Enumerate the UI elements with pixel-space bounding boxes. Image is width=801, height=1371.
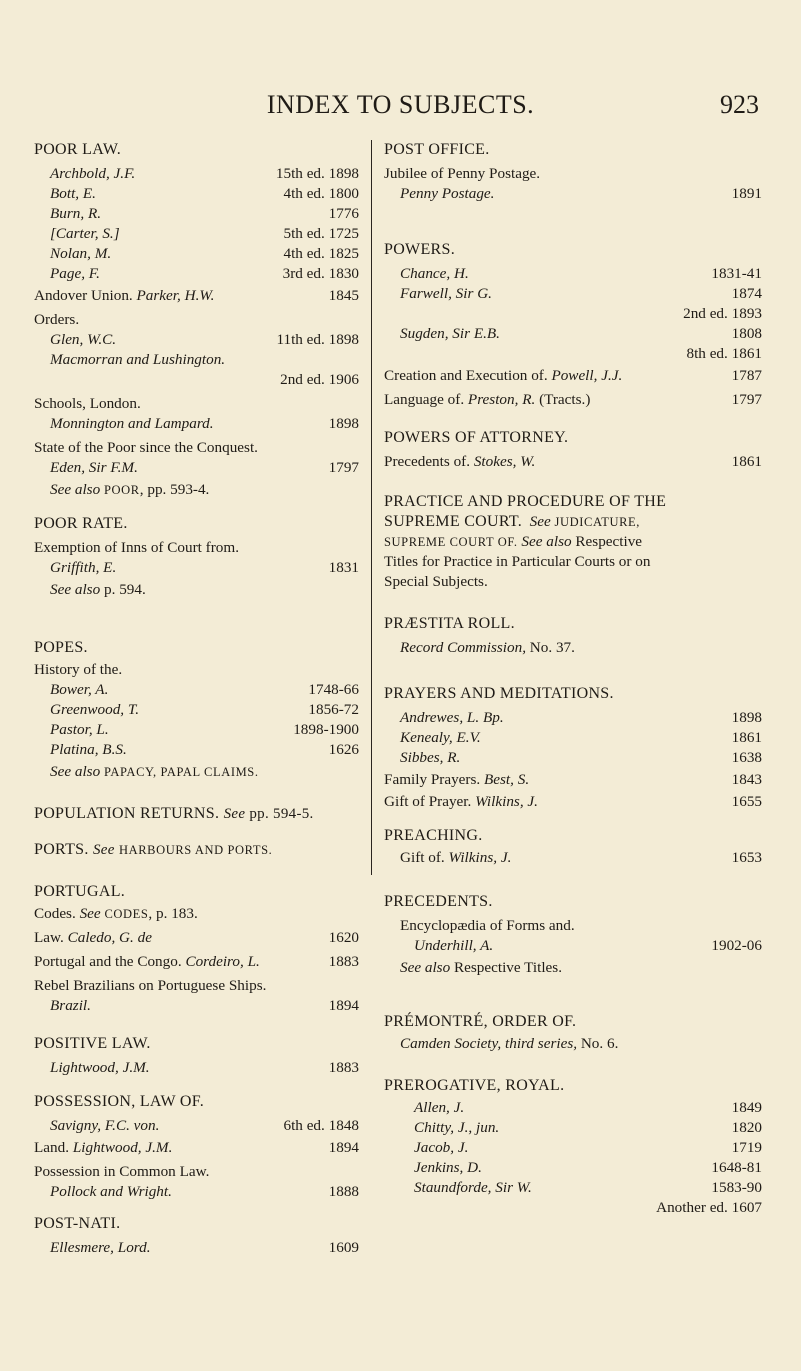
entry-year: 1861 <box>731 729 762 746</box>
section-heading: POST-NATI. <box>34 1215 121 1232</box>
entry-author: Powell, J.J. <box>551 367 623 384</box>
entry-year: 1655 <box>731 793 762 810</box>
entry-year: 1856-72 <box>308 701 359 718</box>
section-heading: POOR LAW. <box>34 141 122 158</box>
entry <box>34 414 359 434</box>
see-also-prefix: See also <box>50 763 101 780</box>
entry <box>384 638 762 658</box>
entry-year: 1776 <box>328 205 359 222</box>
entry-author: Bower, A. <box>50 681 109 698</box>
entry-author: Brazil. <box>50 997 91 1014</box>
section-heading: PRACTICE AND PROCEDURE OF THE <box>384 493 667 510</box>
entry-year: 1800 <box>328 185 359 202</box>
entry <box>384 1118 762 1138</box>
entry-year: 1894 <box>328 997 359 1014</box>
entry-year: 1883 <box>328 953 359 970</box>
section-heading: POPULATION RETURNS. <box>34 805 220 822</box>
entry-year: 1906 <box>328 371 359 388</box>
section-ports <box>34 840 359 860</box>
entry-year: 1891 <box>731 185 762 202</box>
entry-year: 1626 <box>328 741 359 758</box>
entry-author: Underhill, A. <box>414 937 494 954</box>
entry-edition: Another ed. <box>656 1199 728 1216</box>
entry-label: Law. <box>34 929 64 946</box>
entry-year: 1902-06 <box>711 937 762 954</box>
entry <box>34 204 359 224</box>
entry-author: Caledo, G. de <box>67 929 152 946</box>
entry-year: 1719 <box>731 1139 762 1156</box>
entry-year: 1831 <box>328 559 359 576</box>
entry-language <box>384 390 762 410</box>
page-number: 923 <box>720 90 759 119</box>
see-also-text: Respective <box>571 533 643 550</box>
entry <box>384 1158 762 1178</box>
section-population-returns <box>34 804 359 824</box>
see-also-ref: POOR <box>104 483 140 497</box>
entry <box>384 728 762 748</box>
entry-author: Chitty, J., jun. <box>414 1119 500 1136</box>
section-heading: PRÆSTITA ROLL. <box>384 615 515 632</box>
see-also-refs: PAPACY, PAPAL CLAIMS. <box>104 765 259 779</box>
entry-label: Creation and Execution of. <box>384 367 548 384</box>
entry-edition-line <box>384 1198 762 1218</box>
entry <box>384 264 762 284</box>
section-heading: PORTUGAL. <box>34 883 126 900</box>
entry <box>34 558 359 578</box>
section-heading: POOR RATE. <box>34 515 128 532</box>
entry-year: 1831-41 <box>711 265 762 282</box>
section-heading: PREACHING. <box>384 827 483 844</box>
section-heading: POST OFFICE. <box>384 141 490 158</box>
entry-author: Macmorran and Lushington. <box>50 351 226 368</box>
see-also-prefix: See also <box>521 533 572 550</box>
entry-source: Camden Society, third series, <box>400 1035 578 1052</box>
entry-edition-line <box>34 370 359 390</box>
entry-edition-line <box>384 344 762 364</box>
entry-law <box>34 928 359 948</box>
see-prefix: See <box>79 905 101 922</box>
see-also <box>34 580 359 600</box>
subheading-state: State of the Poor since the Conquest. <box>34 439 258 456</box>
entry-year: 1898 <box>328 331 359 348</box>
section-heading: PORTS. <box>34 841 89 858</box>
entry-year: 1638 <box>731 749 762 766</box>
subheading-orders: Orders. <box>34 311 80 328</box>
entry-year: 1797 <box>731 391 762 408</box>
see-prefix: See <box>223 806 246 822</box>
see-also <box>34 762 359 782</box>
subheading-rebel: Rebel Brazilians on Portuguese Ships. <box>34 977 267 994</box>
entry <box>384 324 762 344</box>
entry-author: Pastor, L. <box>50 721 109 738</box>
entry-year: 1898-1900 <box>293 721 359 738</box>
entry <box>34 330 359 350</box>
entry-year: 1898 <box>328 415 359 432</box>
entry-author: Kenealy, E.V. <box>400 729 481 746</box>
section-heading-cont: SUPREME COURT. <box>384 513 523 530</box>
see-line: Titles for Practice in Particular Courts or on <box>384 553 651 570</box>
page-title: INDEX TO SUBJECTS. <box>266 90 535 119</box>
entry-author: Allen, J. <box>414 1099 465 1116</box>
entry-gift <box>384 792 762 812</box>
entry-edition: 11th ed. <box>276 331 325 348</box>
entry-author: Penny Postage. <box>400 185 495 202</box>
entry-year: 1898 <box>328 165 359 182</box>
entry-year: 1861 <box>731 453 762 470</box>
entry <box>384 1098 762 1118</box>
subheading: Exemption of Inns of Court from. <box>34 539 240 556</box>
entry-author: Parker, H.W. <box>136 287 215 304</box>
column-divider <box>371 140 372 875</box>
entry-author: Staundforde, Sir W. <box>414 1179 532 1196</box>
see-also-prefix: See also <box>400 959 451 976</box>
entry-year: 1725 <box>328 225 359 242</box>
entry-year: 1845 <box>328 287 359 304</box>
section-heading: PRÉMONTRÉ, ORDER OF. <box>384 1013 577 1030</box>
entry <box>34 720 359 740</box>
entry-author: Andrewes, L. Bp. <box>400 709 504 726</box>
entry <box>384 184 762 204</box>
entry-label: Family Prayers. <box>384 771 481 788</box>
subheading: Jubilee of Penny Postage. <box>384 165 541 182</box>
entry-author: Stokes, W. <box>473 453 536 470</box>
see-also-prefix: See also <box>50 481 101 498</box>
entry-congo <box>34 952 359 972</box>
section-heading: POWERS OF ATTORNEY. <box>384 429 569 446</box>
see-also-text: p. 594. <box>100 581 146 598</box>
entry <box>384 748 762 768</box>
entry-label: Precedents of. <box>384 453 471 470</box>
entry-label: Portugal and the Congo. <box>34 953 182 970</box>
see-also-prefix: See also <box>50 581 101 598</box>
entry-year: 1830 <box>328 265 359 282</box>
section-heading: PRAYERS AND MEDITATIONS. <box>384 685 614 702</box>
subheading-schools: Schools, London. <box>34 395 141 412</box>
entry-author: Greenwood, T. <box>50 701 140 718</box>
entry <box>384 1034 762 1054</box>
entry-year: 1894 <box>328 1139 359 1156</box>
entry-author: Archbold, J.F. <box>50 165 136 182</box>
entry-author: Wilkins, J. <box>475 793 538 810</box>
entry-author: Savigny, F.C. von. <box>50 1117 160 1134</box>
entry-year: 1893 <box>731 305 762 322</box>
section-heading: PRECEDENTS. <box>384 893 493 910</box>
entry-label: Language of. <box>384 391 465 408</box>
entry-author: Jacob, J. <box>414 1139 469 1156</box>
entry-edition: 4th ed. <box>283 185 325 202</box>
entry-family <box>384 770 762 790</box>
entry-year: 1861 <box>731 345 762 362</box>
entry-author: Lightwood, J.M. <box>72 1139 173 1156</box>
entry-edition: 5th ed. <box>283 225 325 242</box>
heading-line-2 <box>384 512 762 532</box>
entry-author: Bott, E. <box>50 185 96 202</box>
entry-year: 1607 <box>731 1199 762 1216</box>
entry <box>34 1058 359 1078</box>
entry-edition: 3rd ed. <box>282 265 325 282</box>
see-also-text: Respective Titles. <box>450 959 563 976</box>
entry-year: 1797 <box>328 459 359 476</box>
see-also <box>384 958 762 978</box>
entry-year: 1787 <box>731 367 762 384</box>
entry-label: Land. <box>34 1139 70 1156</box>
section-heading: POWERS. <box>384 241 455 258</box>
entry-andover <box>34 286 359 306</box>
entry-author: Pollock and Wright. <box>50 1183 172 1200</box>
entry-author: Griffith, E. <box>50 559 117 576</box>
entry-year: 1883 <box>328 1059 359 1076</box>
entry-number: No. 37. <box>526 639 575 656</box>
entry-author: Wilkins, J. <box>448 849 512 866</box>
see-also-suffix: , pp. 593-4. <box>139 481 210 498</box>
entry-author: Sibbes, R. <box>400 749 461 766</box>
entry-author: Eden, Sir F.M. <box>50 459 138 476</box>
entry-year: 1848 <box>328 1117 359 1134</box>
entry-label: Andover Union. <box>34 287 133 304</box>
entry-author: Farwell, Sir G. <box>400 285 492 302</box>
see-page: , p. 183. <box>148 905 198 922</box>
entry-author: Burn, R. <box>50 205 102 222</box>
entry-note: (Tracts.) <box>539 391 591 408</box>
entry-author: Lightwood, J.M. <box>50 1059 150 1076</box>
see-also <box>34 480 359 500</box>
entry-author: Jenkins, D. <box>414 1159 482 1176</box>
entry-land <box>34 1138 359 1158</box>
section-heading: POPES. <box>34 639 88 656</box>
entry <box>34 700 359 720</box>
see-line: Special Subjects. <box>384 573 488 590</box>
entry-source: Record Commission, <box>400 639 526 656</box>
see-prefix: See <box>529 513 551 530</box>
entry-codes <box>34 904 359 924</box>
entry <box>384 848 762 868</box>
entry <box>384 1138 762 1158</box>
entry-author: Sugden, Sir E.B. <box>400 325 500 342</box>
entry-author: Preston, R. <box>467 391 536 408</box>
section-heading: PREROGATIVE, ROYAL. <box>384 1077 565 1094</box>
see-ref: CODES <box>104 907 149 921</box>
entry-edition: 8th ed. <box>686 345 728 362</box>
entry-author: Page, F. <box>50 265 100 282</box>
entry-author: Nolan, M. <box>50 245 112 262</box>
entry <box>34 680 359 700</box>
subheading: Encyclopædia of Forms and. <box>400 917 575 934</box>
entry-year: 1609 <box>328 1239 359 1256</box>
see-line <box>384 532 762 552</box>
entry <box>34 1238 359 1258</box>
entry <box>34 264 359 284</box>
entry-edition: 2nd ed. <box>280 371 325 388</box>
entry <box>34 224 359 244</box>
entry-author: Chance, H. <box>400 265 469 282</box>
entry-label: Codes. <box>34 905 76 922</box>
entry <box>34 184 359 204</box>
entry-label: Gift of Prayer. <box>384 793 472 810</box>
entry-creation <box>384 366 762 386</box>
entry-author: Cordeiro, L. <box>185 953 260 970</box>
running-head <box>0 90 801 122</box>
entry-edition: 6th ed. <box>283 1117 325 1134</box>
entry-year: 1898 <box>731 709 762 726</box>
entry <box>34 458 359 478</box>
entry-edition-line <box>384 304 762 324</box>
entry <box>34 740 359 760</box>
entry <box>34 1116 359 1136</box>
entry-year: 1843 <box>731 771 762 788</box>
entry-edition: 4th ed. <box>283 245 325 262</box>
entry <box>384 284 762 304</box>
entry-author: Monnington and Lampard. <box>50 415 214 432</box>
entry <box>384 936 762 956</box>
entry <box>384 1178 762 1198</box>
see-ref: SUPREME COURT OF. <box>384 535 518 549</box>
entry-label: Gift of. <box>400 849 445 866</box>
entry-edition: 2nd ed. <box>683 305 728 322</box>
entry <box>34 244 359 264</box>
entry-year: 1874 <box>731 285 762 302</box>
see-ref: JUDICATURE, <box>554 515 640 529</box>
entry-year: 1825 <box>328 245 359 262</box>
entry-author-line <box>34 350 359 370</box>
entry-edition: 15th ed. <box>275 165 325 182</box>
entry-year: 1849 <box>731 1099 762 1116</box>
section-heading: POSITIVE LAW. <box>34 1035 151 1052</box>
entry-year: 1888 <box>328 1183 359 1200</box>
entry-year: 1620 <box>328 929 359 946</box>
entry-year: 1820 <box>731 1119 762 1136</box>
entry-year: 1808 <box>731 325 762 342</box>
see-text: pp. 594-5. <box>245 806 314 822</box>
entry <box>384 708 762 728</box>
entry-year: 1748-66 <box>308 681 359 698</box>
entry-year: 1653 <box>731 849 762 866</box>
see-refs: HARBOURS AND PORTS. <box>118 843 273 857</box>
section-heading: POSSESSION, LAW OF. <box>34 1093 204 1110</box>
subheading-common: Possession in Common Law. <box>34 1163 210 1180</box>
entry-author: Platina, B.S. <box>50 741 127 758</box>
entry-number: No. 6. <box>577 1035 619 1052</box>
entry-author: Best, S. <box>483 771 530 788</box>
entry <box>34 1182 359 1202</box>
entry <box>34 996 359 1016</box>
entry-author: [Carter, S.] <box>50 225 120 242</box>
entry <box>34 164 359 184</box>
subheading: History of the. <box>34 661 123 678</box>
see-prefix: See <box>92 842 115 858</box>
entry-author: Glen, W.C. <box>50 331 117 348</box>
entry-year: 1583-90 <box>711 1179 762 1196</box>
entry-year: 1648-81 <box>711 1159 762 1176</box>
entry-author: Ellesmere, Lord. <box>50 1239 151 1256</box>
entry <box>384 452 762 472</box>
